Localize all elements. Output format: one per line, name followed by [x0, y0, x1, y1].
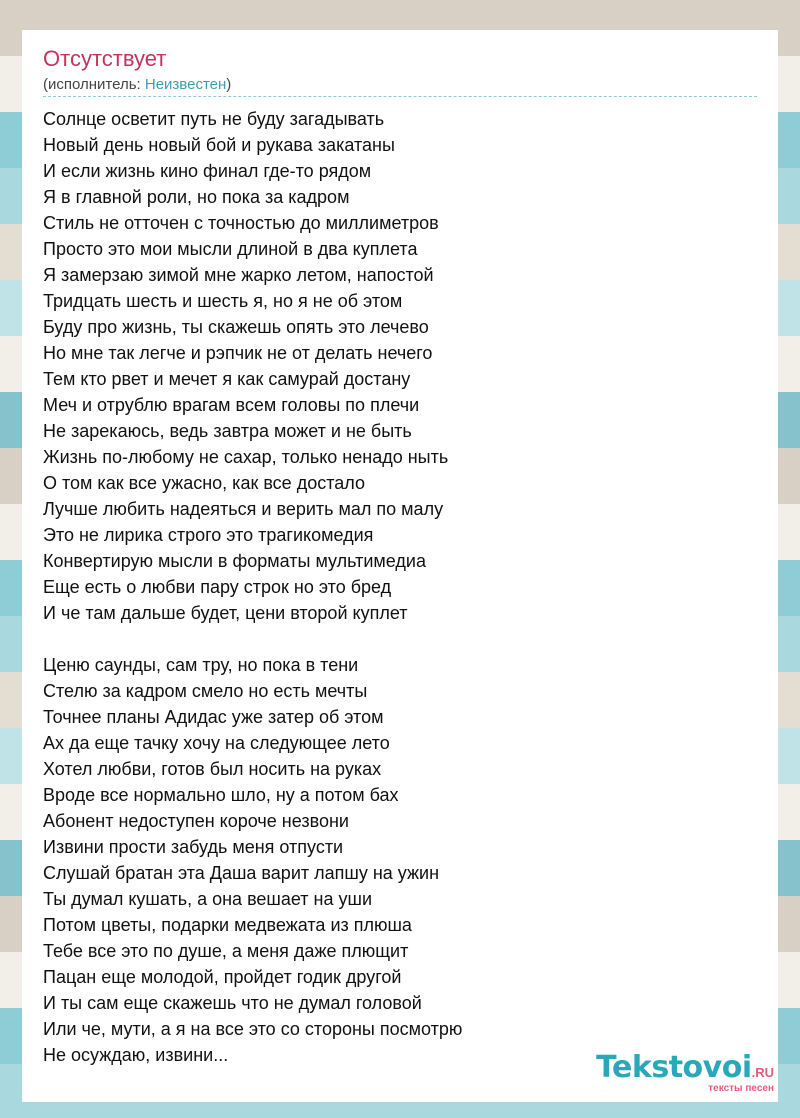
lyric-line: Тебе все это по душе, а меня даже плющит	[43, 941, 409, 961]
artist-suffix: )	[226, 76, 232, 93]
lyrics-text	[43, 106, 763, 1068]
lyric-line: Стиль не отточен с точностью до миллиметров	[43, 213, 439, 233]
lyric-line: Точнее планы Адидас уже затер об этом	[43, 707, 384, 727]
lyric-line: Новый день новый бой и рукава закатаны	[43, 135, 395, 155]
lyric-line: Потом цветы, подарки медвежата из плюша	[43, 915, 412, 935]
lyric-line: Тем кто рвет и мечет я как самурай достану	[43, 369, 411, 389]
lyric-line: Еще есть о любви пару строк но это бред	[43, 577, 392, 597]
lyric-line: Пацан еще молодой, пройдет годик другой	[43, 967, 402, 987]
lyric-line: Стелю за кадром смело но есть мечты	[43, 681, 368, 701]
lyric-line: Конвертирую мысли в форматы мультимедиа	[43, 551, 426, 571]
lyric-line: Это не лирика строго это трагикомедия	[43, 525, 374, 545]
lyric-line: Абонент недоступен короче незвони	[43, 811, 349, 831]
lyric-line: Тридцать шесть и шесть я, но я не об этом	[43, 291, 403, 311]
site-logo[interactable]	[596, 1050, 774, 1094]
artist-prefix: (исполнитель:	[43, 76, 145, 93]
lyric-line: Меч и отрублю врагам всем головы по плечи	[43, 395, 420, 415]
lyric-line: Жизнь по-любому не сахар, только ненадо ныть	[43, 447, 449, 467]
lyric-line: Извини прости забудь меня отпусти	[43, 837, 344, 857]
verse-gap	[43, 626, 763, 652]
lyric-line: Или че, мути, а я на все это со стороны посмотрю	[43, 1019, 463, 1039]
lyric-line: Солнце осветит путь не буду загадывать	[43, 109, 385, 129]
lyric-line: Слушай братан эта Даша варит лапшу на ужин	[43, 863, 440, 883]
logo-tld: .RU	[751, 1065, 774, 1080]
lyric-line: Буду про жизнь, ты скажешь опять это лечево	[43, 317, 429, 337]
lyric-line: Ах да еще тачку хочу на следующее лето	[43, 733, 390, 753]
lyric-line: Ценю саунды, сам тру, но пока в тени	[43, 655, 359, 675]
lyric-line: Хотел любви, готов был носить на руках	[43, 759, 382, 779]
lyric-line: Но мне так легче и рэпчик не от делать нечего	[43, 343, 433, 363]
lyric-line: Просто это мои мысли длиной в два куплета	[43, 239, 418, 259]
lyric-line: Не осуждаю, извини...	[43, 1045, 229, 1065]
lyric-line: И ты сам еще скажешь что не думал головой	[43, 993, 422, 1013]
lyric-line: О том как все ужасно, как все достало	[43, 473, 365, 493]
artist-link[interactable]: Неизвестен	[144, 76, 227, 93]
song-title: Отсутствует	[43, 46, 167, 71]
logo-tagline: тексты песен	[708, 1083, 774, 1094]
lyric-line: Я в главной роли, но пока за кадром	[43, 187, 350, 207]
lyric-line: И че там дальше будет, цени второй куплет	[43, 603, 408, 623]
title-divider	[43, 96, 757, 97]
lyric-line: Я замерзаю зимой мне жарко летом, напостой	[43, 265, 434, 285]
lyric-line: И если жизнь кино финал где-то рядом	[43, 161, 372, 181]
lyric-line: Ты думал кушать, а она вешает на уши	[43, 889, 372, 909]
lyric-line: Не зарекаюсь, ведь завтра может и не быть	[43, 421, 412, 441]
logo-brand: Tekstovoi	[596, 1050, 752, 1085]
artist-line	[43, 76, 231, 93]
lyric-line: Вроде все нормально шло, ну а потом бах	[43, 785, 399, 805]
lyrics-card	[22, 30, 778, 1102]
lyric-line: Лучше любить надеяться и верить мал по малу	[43, 499, 444, 519]
